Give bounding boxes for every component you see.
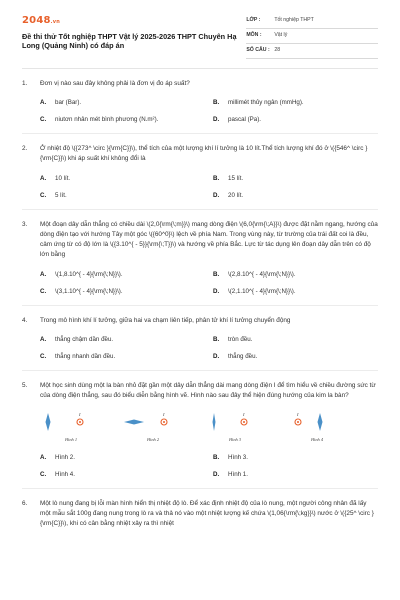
- answer-option[interactable]: [40, 288, 205, 297]
- answer-option[interactable]: [213, 454, 378, 463]
- compass-diagram: [122, 411, 184, 433]
- logo-text: 2048: [22, 15, 51, 26]
- question-body: [34, 316, 378, 362]
- figure-caption: Hình 3: [228, 437, 242, 443]
- figure-4: [286, 411, 348, 443]
- answer-text: bar (Bar).: [55, 99, 82, 107]
- answer-text: Hình 4.: [55, 470, 75, 478]
- answer-grid: [40, 99, 378, 125]
- answer-text: 5 lít.: [55, 191, 67, 199]
- document-title: Đề thi thử Tốt nghiệp THPT Vật lý 2025-2026 THPT Chuyên Hạ Long (Quảng Ninh) có đáp án: [22, 31, 237, 51]
- answer-text: millimét thủy ngân (mmHg).: [228, 99, 304, 107]
- question-number: 6.: [22, 499, 28, 507]
- answer-text: \(2,1.10^{ - 4}{\rm{\;N}}\).: [228, 287, 296, 295]
- answer-text: 20 lít.: [228, 191, 244, 199]
- question-body: [34, 499, 378, 530]
- answer-text: \(1,8.10^{ - 4}{\rm{\;N}}\).: [55, 270, 123, 278]
- question-text: Một lò nung đang bị lỗi màn hình hiển thị nhiệt độ lò. Để xác định nhiệt độ của lò nung, một người công nhân đã lấy một mẫu sắt 100g đang nung trong lò ra và thả nó vào một nhiệt lượng kế chứa \(1,06{\rm{\;kg}}\) nước ở \({25^ \circ }{\rm{C}}\), khi có cân bằng nhiệt xảy ra thì nhiệt: [40, 499, 374, 528]
- compass-needle-icon: [124, 420, 144, 425]
- info-row-count: [246, 44, 378, 59]
- answer-option[interactable]: [213, 271, 378, 280]
- answer-grid: [40, 175, 378, 201]
- question-5: [22, 371, 378, 489]
- answer-text: tròn đều.: [228, 335, 253, 343]
- answer-option[interactable]: [213, 336, 378, 345]
- answer-option[interactable]: [213, 471, 378, 480]
- answer-letter: D.: [213, 191, 220, 199]
- answer-option[interactable]: [213, 99, 378, 108]
- answer-letter: B.: [213, 453, 220, 461]
- answer-letter: B.: [213, 174, 220, 182]
- answer-text: niutơn nhân mét bình phương (N.m²).: [55, 116, 159, 124]
- answer-letter: B.: [213, 270, 220, 278]
- answer-grid: [40, 336, 378, 362]
- answer-letter: A.: [40, 453, 47, 461]
- figure-1: [40, 411, 102, 443]
- question-number: 3.: [22, 220, 28, 228]
- answer-grid: [40, 454, 378, 480]
- current-dot-icon: [79, 421, 81, 423]
- answer-letter: C.: [40, 470, 47, 478]
- exam-info-table: [246, 14, 378, 59]
- answer-option[interactable]: [213, 175, 378, 184]
- answer-letter: D.: [213, 470, 220, 478]
- answer-option[interactable]: [213, 288, 378, 297]
- info-label: LỚP :: [246, 17, 261, 24]
- answer-text: Hình 3.: [228, 453, 248, 461]
- answer-option[interactable]: [40, 471, 205, 480]
- question-body: [34, 79, 378, 125]
- figure-caption: Hình 2: [146, 437, 160, 443]
- compass-figures: [40, 411, 378, 443]
- current-dot-icon: [297, 421, 299, 423]
- logo-suffix: .vn: [50, 19, 60, 25]
- info-value: Tốt nghiệp THPT: [274, 17, 314, 24]
- question-6: [22, 489, 378, 538]
- question-number: 2.: [22, 145, 28, 153]
- answer-option[interactable]: [40, 116, 205, 125]
- answer-text: \(2,8.10^{ - 4}{\rm{\;N}}\).: [228, 270, 296, 278]
- site-logo[interactable]: [22, 14, 246, 29]
- answer-text: 10 lít.: [55, 174, 71, 182]
- current-dot-icon: [243, 421, 245, 423]
- answer-letter: D.: [213, 116, 220, 124]
- figure-3: [204, 411, 266, 443]
- question-text: Một học sinh dùng một la bàn nhỏ đặt gần một dây dẫn thẳng dài mang dòng điện I để tìm hiểu về chiều đường sức từ của dòng điện thẳng, sau đó biểu diễn bằng hình vẽ. Hình nào sau đây thể hiện đúng hướng của kim la bàn?: [40, 381, 376, 400]
- current-dot-icon: [163, 421, 165, 423]
- current-label: I: [297, 412, 299, 418]
- answer-option[interactable]: [40, 175, 205, 184]
- answer-option[interactable]: [40, 336, 205, 345]
- answer-grid: [40, 271, 378, 297]
- question-text: Trong mô hình khí lí tưởng, giữa hai va chạm liên tiếp, phân tử khí lí tưởng chuyển động: [40, 316, 291, 324]
- answer-letter: D.: [213, 287, 220, 295]
- figure-2: [122, 411, 184, 443]
- answer-letter: A.: [40, 335, 47, 343]
- info-row-subject: [246, 29, 378, 44]
- question-3: [22, 210, 378, 306]
- answer-option[interactable]: [40, 99, 205, 108]
- answer-text: 15 lít.: [228, 174, 244, 182]
- answer-text: Hình 2.: [55, 453, 75, 461]
- compass-diagram: [204, 411, 266, 433]
- answer-option[interactable]: [40, 353, 205, 362]
- compass-needle-icon: [318, 413, 323, 431]
- answer-letter: B.: [213, 335, 220, 343]
- current-label: I: [243, 412, 245, 418]
- answer-text: Hình 1.: [228, 470, 248, 478]
- compass-diagram: [286, 411, 348, 433]
- question-text: Ở nhiệt độ \({273^ \circ }{\rm{C}}\), thể tích của một lượng khí lí tưởng là 10 lít.Thể tích lượng khí đó ở \({546^ \circ }{\rm{C}}\) khi áp suất khí không đổi là: [40, 145, 368, 163]
- answer-option[interactable]: [213, 192, 378, 201]
- compass-diagram: [40, 411, 102, 433]
- answer-text: \(3,1.10^{ - 4}{\rm{\;N}}\).: [55, 287, 123, 295]
- question-number: 1.: [22, 80, 28, 87]
- question-number: 4.: [22, 316, 28, 324]
- figure-caption: Hình 4: [310, 437, 324, 443]
- answer-option[interactable]: [40, 192, 205, 201]
- answer-text: thẳng nhanh dần đều.: [55, 352, 116, 360]
- question-2: [22, 134, 378, 209]
- compass-needle-icon: [46, 413, 51, 431]
- header-left: [22, 14, 246, 51]
- current-label: I: [163, 412, 165, 418]
- question-number: 5.: [22, 381, 28, 389]
- answer-letter: B.: [213, 99, 220, 107]
- answer-option[interactable]: [40, 454, 205, 463]
- answer-letter: A.: [40, 270, 47, 278]
- answer-option[interactable]: [213, 116, 378, 125]
- answer-text: pascal (Pa).: [228, 116, 262, 124]
- answer-letter: D.: [213, 352, 220, 360]
- answer-option[interactable]: [40, 271, 205, 280]
- info-value: 28: [274, 47, 281, 54]
- info-label: MÔN :: [246, 32, 262, 39]
- answer-option[interactable]: [213, 353, 378, 362]
- compass-needle-icon: [213, 413, 216, 431]
- question-body: [34, 381, 378, 480]
- question-body: [34, 144, 378, 200]
- answer-letter: A.: [40, 99, 47, 107]
- question-1: [22, 69, 378, 134]
- info-row-class: [246, 14, 378, 29]
- page-header: [22, 14, 378, 64]
- question-text: Một đoạn dây dẫn thẳng có chiều dài \(2,0{\rm{\;m}}\) mang dòng điện \(6,0{\rm{\;A}}\) được đặt nằm ngang, hướng của dòng điện tạo với hướng Tây một góc \({60^0}\) lệch về phía Nam. Trong vùng này, từ trường của trái đất coi là đều, cảm ứng từ có độ lớn là \({3.10^{ - 5}}{\rm{\;T}}\) và hướng về phía Bắc. Lực từ tác dụng lên đoạn dây dẫn trên có độ lớn bằng: [40, 220, 378, 259]
- answer-letter: A.: [40, 174, 47, 182]
- question-body: [34, 220, 378, 297]
- question-text: Đơn vị nào sau đây không phải là đơn vị đo áp suất?: [40, 80, 190, 87]
- figure-caption: Hình 1: [64, 437, 78, 443]
- info-value: Vật lý: [274, 32, 288, 39]
- answer-text: thẳng chậm dần đều.: [55, 335, 114, 343]
- answer-letter: C.: [40, 352, 47, 360]
- answer-letter: C.: [40, 287, 47, 295]
- question-4: [22, 306, 378, 371]
- answer-letter: C.: [40, 191, 47, 199]
- answer-letter: C.: [40, 116, 47, 124]
- current-label: I: [79, 412, 81, 418]
- info-label: SỐ CÂU :: [246, 47, 270, 54]
- answer-text: thẳng đều.: [228, 352, 258, 360]
